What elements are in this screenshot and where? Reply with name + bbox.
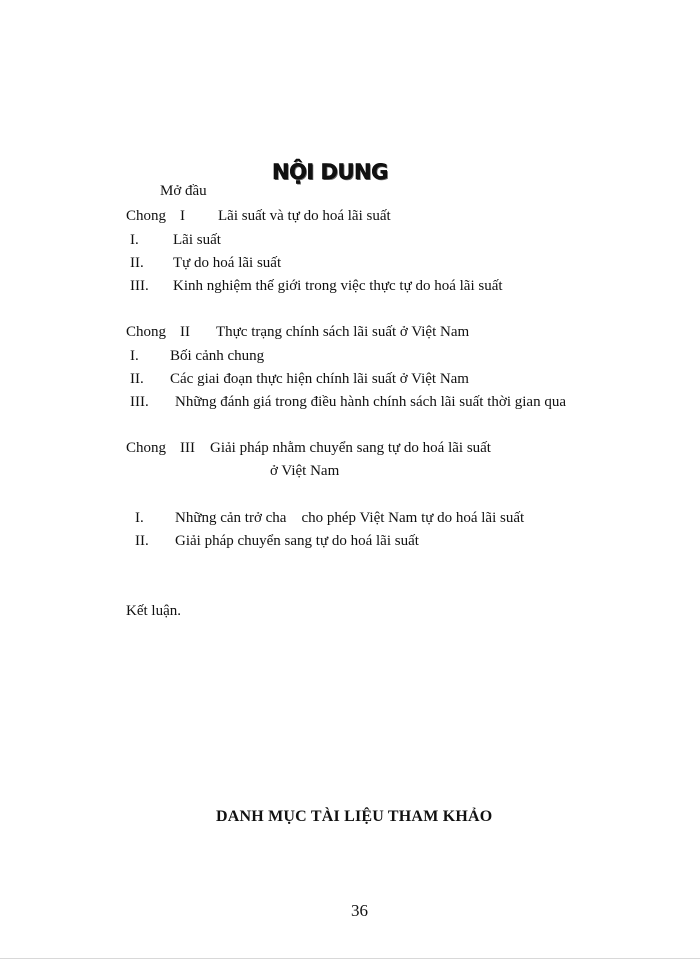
intro-label: Mở đầu [160,183,207,199]
chapter-2-item-3-text: Những đánh giá trong điều hành chính sách lãi suất thời gian qua [175,394,566,410]
chapter-2-title: Thực trạng chính sách lãi suất ở Việt Nam [216,324,470,340]
chapter-3-item-1-num: I. [135,510,144,526]
page-number: 36 [351,901,368,920]
chapter-2-item-1-text: Bối cảnh chung [170,348,265,364]
chapter-2-item-2-num: II. [130,371,144,387]
conclusion: Kết luận. [126,603,181,619]
chapter-1-prefix: Chong [126,208,167,224]
chapter-3-prefix: Chong [126,440,167,456]
chapter-1-item-2-text: Tự do hoá lãi suất [173,255,282,271]
chapter-1-item-2-num: II. [130,255,144,271]
chapter-1-title: Lãi suất và tự do hoá lãi suất [218,208,391,224]
chapter-3-item-1-text: Những cản trở cha cho phép Việt Nam tự do hoá lãi suất [175,510,525,526]
chapter-2-roman: II [180,324,190,340]
page-bottom-border [0,958,700,959]
references-heading: DANH MỤC TÀI LIỆU THAM KHẢO [216,808,493,825]
chapter-2-prefix: Chong [126,324,167,340]
chapter-1-item-1-num: I. [130,232,139,248]
chapter-1-roman: I [180,208,185,224]
chapter-2-item-3-num: III. [130,394,149,410]
chapter-2-item-1-num: I. [130,348,139,364]
chapter-3-item-2-text: Giải pháp chuyển sang tự do hoá lãi suất [175,533,419,549]
page-heading: NỘI DUNG [272,160,388,184]
chapter-3-title: Giải pháp nhằm chuyển sang tự do hoá lãi suất [210,440,491,456]
chapter-2-item-2-text: Các giai đoạn thực hiện chính lãi suất ở Việt Nam [170,371,469,387]
chapter-3-roman: III [180,440,195,456]
chapter-1-item-1-text: Lãi suất [173,232,221,248]
chapter-3-title-cont: ở Việt Nam [270,463,340,479]
chapter-1-item-3-text: Kinh nghiệm thế giới trong việc thực tự do hoá lãi suất [173,278,503,294]
chapter-1-item-3-num: III. [130,278,149,294]
chapter-3-item-2-num: II. [135,533,149,549]
